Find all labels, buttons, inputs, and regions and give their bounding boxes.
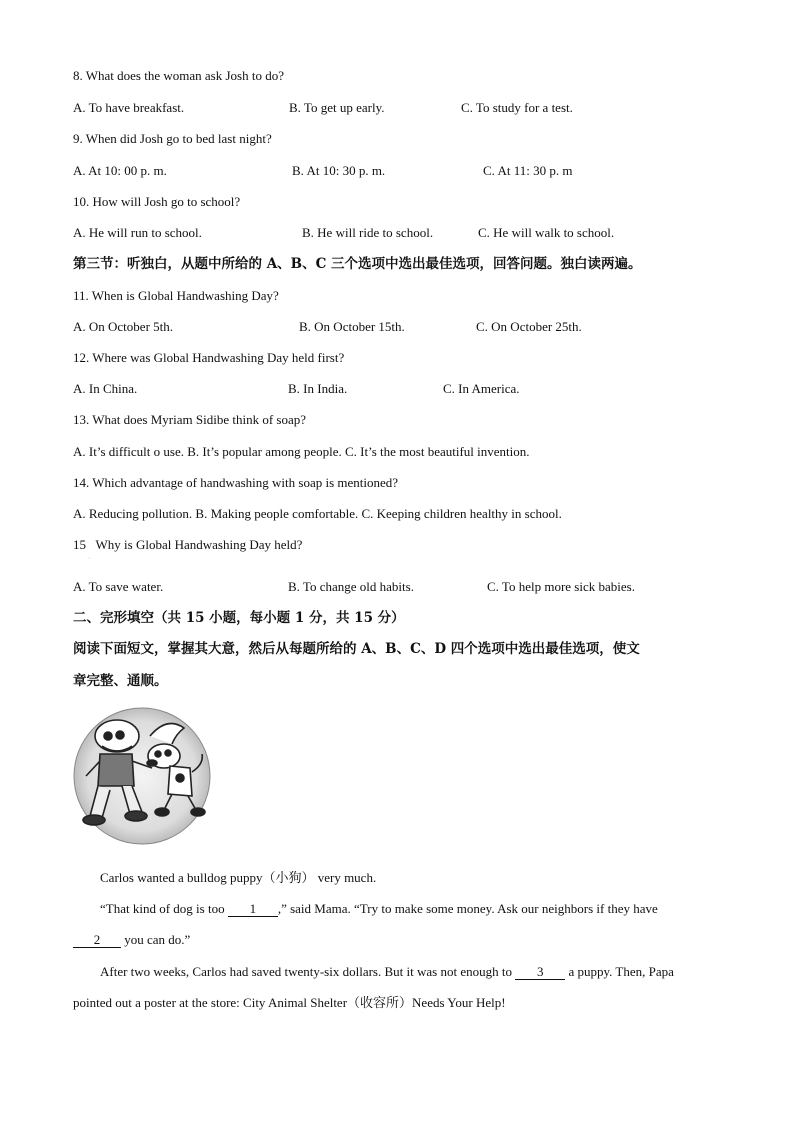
passage-text: After two weeks, Carlos had saved twenty-six dollars. But it was not enough to [100,964,516,979]
q10-option-c: C. He will walk to school. [478,225,615,240]
passage-paragraph-3-line-1 [100,964,674,980]
question-8: 8. What does the woman ask Josh to do? [73,68,284,83]
q12-option-a: A. In China. [73,381,138,396]
cloze-blank-2: 2 [73,933,121,948]
q10-option-b: B. He will ride to school. [302,225,434,240]
passage-paragraph-1: Carlos wanted a bulldog puppy（小狗） very much. [100,870,377,885]
section-3-heading: 第三节：听独白，从题中所给的 A、B、C 三个选项中选出最佳选项，回答问题。独白读两遍。 [73,256,642,272]
q9-option-a: A. At 10: 00 p. m. [73,163,167,178]
instructions-line-1: 阅读下面短文，掌握其大意，然后从每题所给的 A、B、C、D 四个选项中选出最佳选项，使文 [73,641,640,657]
cloze-blank-3: 3 [515,965,565,980]
question-15: 15 Why is Global Handwashing Day held? [73,537,303,552]
passage-paragraph-3-line-2: pointed out a poster at the store: City Animal Shelter（收容所）Needs Your Help! [73,995,506,1010]
instructions-line-2: 章完整、通顺。 [73,673,168,689]
q15-option-b: B. To change old habits. [288,579,414,594]
boy-and-dog-illustration [72,706,212,846]
stray-dot: · [88,556,90,562]
question-9: 9. When did Josh go to bed last night? [73,131,272,146]
q15-option-c: C. To help more sick babies. [487,579,635,594]
question-12: 12. Where was Global Handwashing Day held first? [73,350,345,365]
q8-option-a: A. To have breakfast. [73,100,185,115]
passage-text: “That kind of dog is too [100,901,228,916]
q11-option-a: A. On October 5th. [73,319,174,334]
q13-options: A. It’s difficult o use. B. It’s popular among people. C. It’s the most beautiful invention. [73,444,530,459]
q9-option-b: B. At 10: 30 p. m. [292,163,386,178]
question-13: 13. What does Myriam Sidibe think of soap? [73,412,307,427]
q15-option-a: A. To save water. [73,579,164,594]
q11-option-b: B. On October 15th. [299,319,405,334]
passage-paragraph-2-line-1 [100,901,658,917]
q12-option-c: C. In America. [443,381,520,396]
q11-option-c: C. On October 25th. [476,319,582,334]
passage-paragraph-2-line-2 [73,932,190,948]
q14-options: A. Reducing pollution. B. Making people comfortable. C. Keeping children healthy in school. [73,506,562,521]
q12-option-b: B. In India. [288,381,348,396]
question-14: 14. Which advantage of handwashing with soap is mentioned? [73,475,399,490]
q9-option-c: C. At 11: 30 p. m [483,163,573,178]
passage-text: ,” said Mama. “Try to make some money. Ask our neighbors if they have [277,901,658,916]
q10-option-a: A. He will run to school. [73,225,202,240]
question-10: 10. How will Josh go to school? [73,194,241,209]
question-11: 11. When is Global Handwashing Day? [73,288,279,303]
passage-text: a puppy. Then, Papa [565,964,674,979]
passage-text: you can do.” [121,932,191,947]
q8-option-c: C. To study for a test. [461,100,573,115]
part-2-heading: 二、完形填空（共 15 小题，每小题 1 分，共 15 分） [73,610,405,626]
q8-option-b: B. To get up early. [289,100,385,115]
cloze-blank-1: 1 [228,902,278,917]
